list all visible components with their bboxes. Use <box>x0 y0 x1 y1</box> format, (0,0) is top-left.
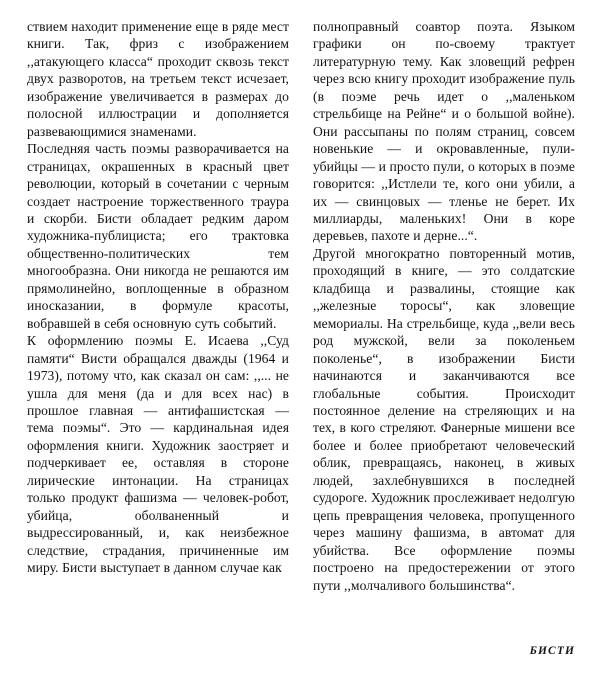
paragraph: ствием находит применение еще в ряде мест книги. Так, фриз с изображением ,,атакующего класса“ проходит сквозь текст двух разворотов, на третьем текст исчезает, изображение увеличивается в размерах до полосной иллюстрации и дополняется развевающимися знаменами. <box>27 19 289 139</box>
right-text-column <box>313 18 575 594</box>
chapter-footer-mark: БИСТИ <box>529 645 575 657</box>
paragraph: К оформлению поэмы Е. Исаева ,,Суд памяти“ Висти обращался дважды (1964 и 1973), потому что, как сказал он сам: ,,... не ушла для меня (да и для всех нас) в прошлое главная — антифашистская — тема поэмы“. Это — кардинальная идея оформления книги. Художник заостряет и подчеркивает ее, оставляя в стороне лирические интонации. На страницах только продукт фашизма — человек-робот, убийца, оболваненный и выдрессированный, и, как неизбежное следствие, страдания, причиненные им миру. Бисти выступает в данном случае как <box>27 333 289 576</box>
paragraph: Последняя часть поэмы разворачивается на страницах, окрашенных в красный цвет революции, который в сочетании с черным создает настроение торжественного траура и скорби. Бисти обладает редким даром художника-публициста; его трактовка общественно-политических тем многообразна. Они никогда не решаются им прямолинейно, воплощенные в образном иносказании, в формуле красоты, вобравшей в себя основную суть событий. <box>27 141 289 331</box>
text-columns-container <box>27 18 575 638</box>
paragraph: полноправный соавтор поэта. Языком графики он по-своему трактует литературную тему. Как зловещий рефрен через всю книгу проходит изображение пуль (в поэме речь идет о ,,маленьком стрельбище на Рейне“ и о большой войне). Они рассыпаны по полям страниц, совсем новенькие — и окровавленные, пули-убийцы — и просто пули, о которых в поэме говорится: ,,Истлели те, кого они убили, а их — свинцовых — тленье не берет. Их миллиарды, маленьких! Они в коре деревьев, пахоте и дерне...“. <box>313 19 575 244</box>
left-text-column <box>27 18 289 577</box>
paragraph: Другой многократно повторенный мотив, проходящий в книге, — это солдатские кладбища и развалины, стоящие как ,,железные торосы“, как зловещие мемориалы. На стрельбище, куда ,,вели весь род мужской, вели за поколеньем поколенье“, в изображении Бисти начинаются и заканчиваются все глобальные события. Происходит постоянное деление на стреляющих и на тех, в кого стреляют. Фанерные мишени все более и более приобретают человеческий облик, превращаясь, наконец, в живых людей, захлебнувшихся в последней судороге. Художник прослеживает недолгую цепь превращения человека, пропущенного через машину фашизма, в автомат для убийства. Все оформление поэмы построено на предостережении от этого пути ,,молчаливого большинства“. <box>313 245 575 593</box>
